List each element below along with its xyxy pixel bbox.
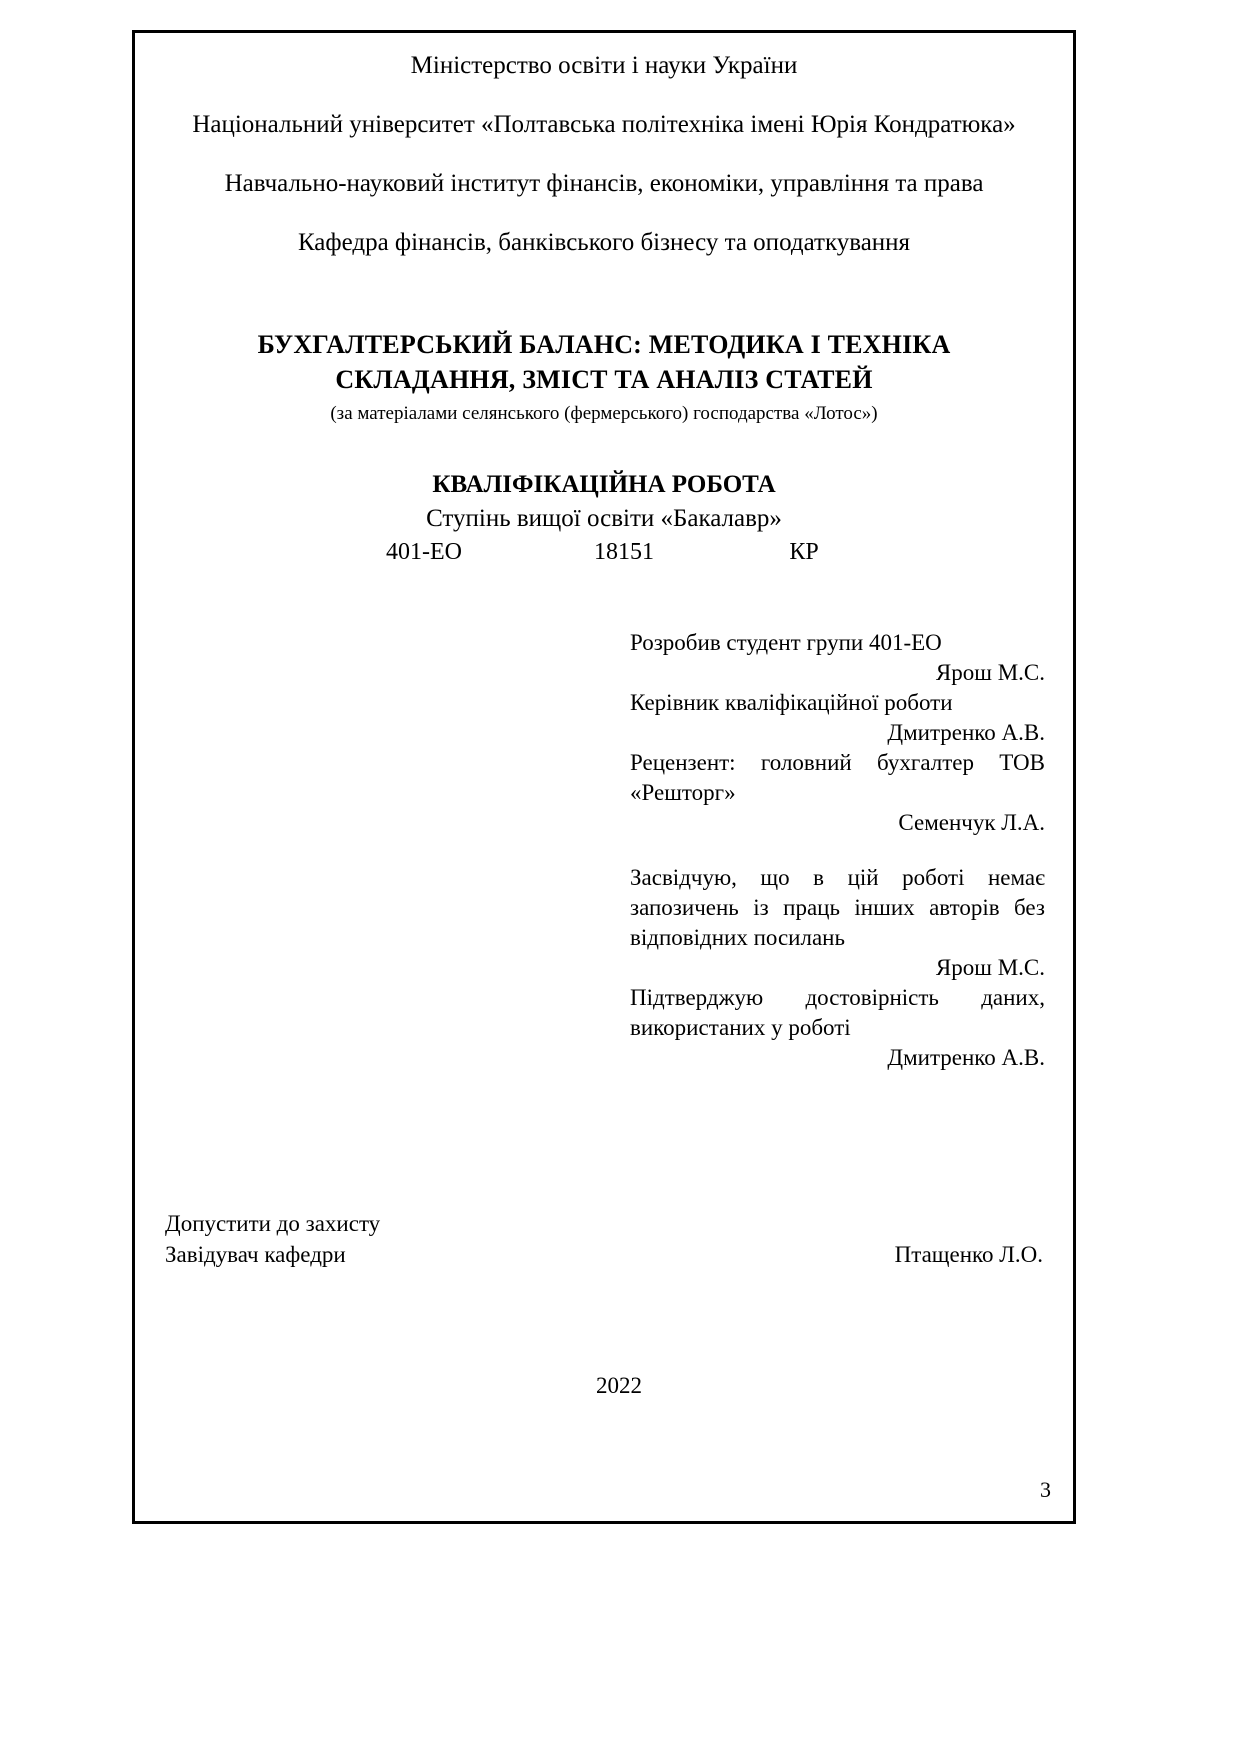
credits-spacer	[630, 837, 1045, 863]
originality-statement: Засвідчую, що в цій роботі немає запозичень із праць інших авторів без відповідних посилань	[630, 865, 1045, 951]
code-group: 401-ЕО	[386, 539, 462, 566]
head-of-department-label: Завідувач кафедри	[165, 1242, 346, 1268]
reviewer-name: Семенчук Л.А.	[898, 809, 1045, 835]
reviewer-label: Рецензент: головний бухгалтер ТОВ «Решторг»	[630, 749, 1045, 805]
document-page	[132, 30, 1076, 1524]
page-content	[165, 53, 1043, 1511]
data-reliability-signer-name: Дмитренко А.В.	[887, 1044, 1045, 1070]
credits-block	[630, 628, 1045, 1072]
admit-to-defense-line: Допустити до захисту	[165, 1211, 381, 1236]
head-of-department-name: Птащенко Л.О.	[894, 1242, 1043, 1268]
institute-line: Навчально-науковий інститут фінансів, економіки, управління та права	[224, 170, 984, 197]
work-type-label: КВАЛІФІКАЦІЙНА РОБОТА	[432, 471, 776, 499]
document-codes	[165, 539, 1043, 566]
year-label: 2022	[596, 1373, 642, 1398]
thesis-title-block	[165, 327, 1043, 425]
data-reliability-statement: Підтверджую достовірність даних, використаних у роботі	[630, 984, 1045, 1040]
developer-label: Розробив студент групи 401-ЕО	[630, 630, 942, 656]
code-number: 18151	[594, 539, 654, 566]
university-line: Національний університет «Полтавська політехніка імені Юрія Кондратюка»	[192, 111, 1016, 138]
page-number: 3	[1040, 1477, 1051, 1502]
title-line-1: БУХГАЛТЕРСЬКИЙ БАЛАНС: МЕТОДИКА І ТЕХНІКА	[257, 330, 951, 359]
title-subtitle: (за матеріалами селянського (фермерського) господарства «Лотос»)	[330, 403, 878, 425]
approval-block	[165, 1208, 1043, 1270]
department-line: Кафедра фінансів, банківського бізнесу та оподаткування	[297, 229, 911, 256]
head-of-department-row	[165, 1239, 1043, 1270]
title-line-2: СКЛАДАННЯ, ЗМІСТ ТА АНАЛІЗ СТАТЕЙ	[335, 365, 873, 395]
institution-header	[165, 53, 1043, 255]
code-type: КР	[789, 539, 819, 566]
degree-label: Ступінь вищої освіти «Бакалавр»	[426, 505, 782, 533]
supervisor-label: Керівник кваліфікаційної роботи	[630, 689, 953, 715]
developer-name: Ярош М.С.	[935, 660, 1045, 686]
ministry-line: Міністерство освіти і науки України	[410, 52, 798, 79]
supervisor-name: Дмитренко А.В.	[887, 719, 1045, 745]
originality-signer-name: Ярош М.С.	[935, 955, 1045, 981]
